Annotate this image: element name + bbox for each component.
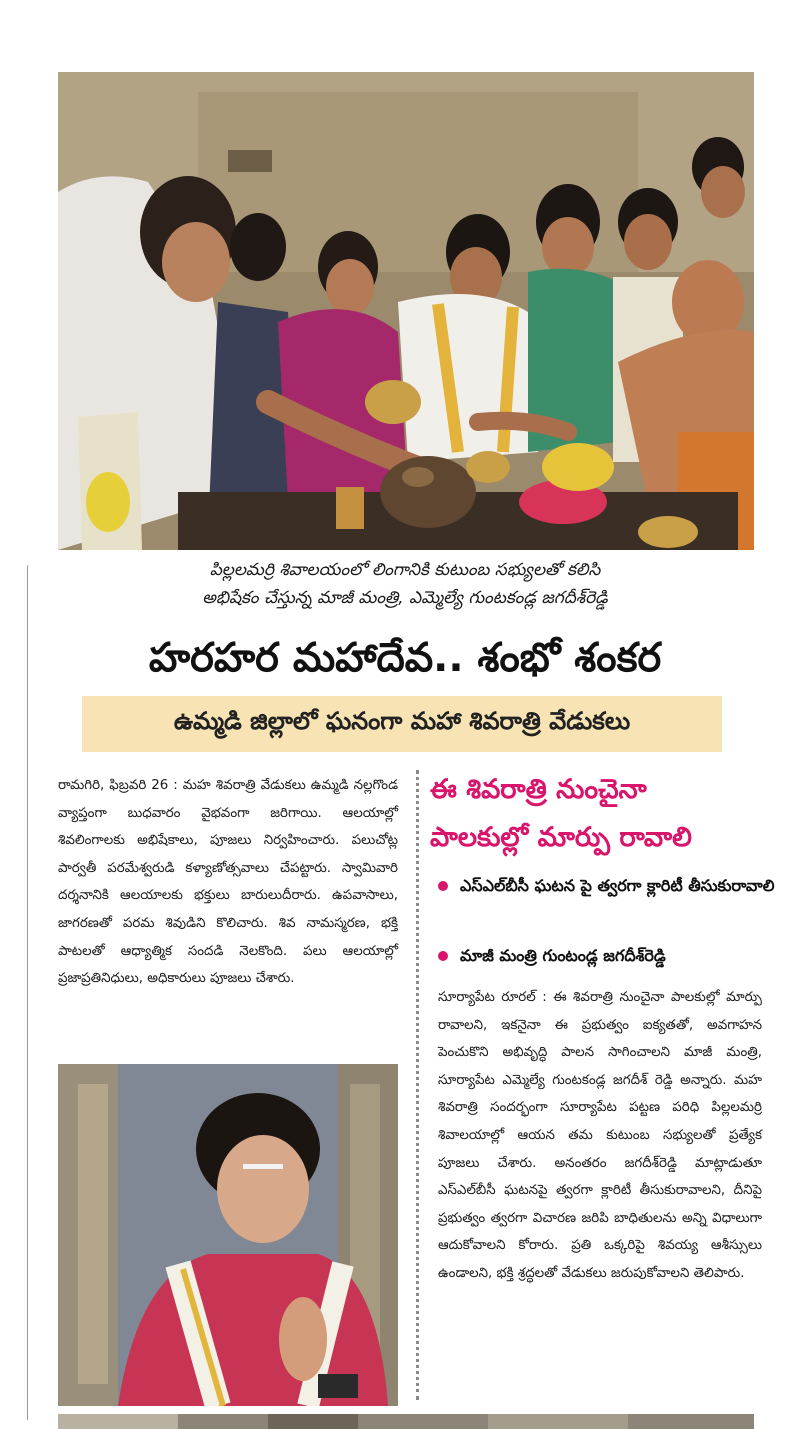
next-photo-strip-illustration <box>58 1414 754 1429</box>
bullet-dot-icon <box>438 951 448 961</box>
side-story-title-line-2: పాలకుల్లో మార్పు రావాలి <box>430 822 692 853</box>
side-story-title <box>430 766 770 862</box>
praying-devotee-photo-illustration <box>58 1064 398 1406</box>
subheadline <box>82 696 722 752</box>
headline: హరహర మహాదేవ.. శంభో శంకర <box>148 635 662 681</box>
side-story-bullet-1 <box>438 872 780 900</box>
abhishekam-photo-illustration <box>58 72 754 550</box>
side-story-bullet-1-text: ఎస్‌ఎల్‌బీసీ ఘటన పై త్వరగా క్లారిటీ తీసుకురావాలి <box>460 876 775 895</box>
bullet-dot-icon <box>438 881 448 891</box>
subheadline-text: ఉమ్మడి జిల్లాలో ఘనంగా మహా శివరాత్రి వేడుకలు <box>173 707 631 735</box>
side-story-bullet-2-text: మాజీ మంత్రి గుంటండ్ల జగదీశ్‌రెడ్డి <box>460 946 666 965</box>
photo-caption-line-2: అభిషేకం చేస్తున్న మాజీ మంత్రి, ఎమ్మెల్యే గుంటకండ్ల జగదీశ్‌రెడ్డి <box>202 588 608 608</box>
main-story-body: రామగిరి, ఫిబ్రవరి 26 : మహ శివరాత్రి వేడుకలు ఉమ్మడి నల్లగొండ వ్యాప్తంగా బుధవారం వైభవంగా జరిగాయి. ఆలయాల్లో శివలింగాలకు అభిషేకాలు, పూజలు నిర్వహించారు. పలుచోట్ల పార్వతీ పరమేశ్వరుడి కళ్యాణోత్సవాలు చేపట్టారు. స్వామివారి దర్శనానికి ఆలయాలకు భక్తులు బారులుదీరారు. ఉపవాసాలు, జాగరణతో పరమ శివుడిని కొలిచారు. శివ నామస్మరణ, భక్తి పాటలతో ఆధ్యాత్మిక సందడి నెలకొంది. పలు ఆలయాల్లో ప్రజాప్రతినిధులు, అధికారులు పూజలు చేశారు. <box>58 778 398 987</box>
photo-caption <box>90 556 720 612</box>
side-story-bullet-2 <box>438 942 780 970</box>
side-story-body: సూర్యాపేట రూరల్ : ఈ శివరాత్రి నుంచైనా పాలకుల్లో మార్పు రావాలని, ఇకనైనా ఈ ప్రభుత్వం ఐక్యతతో, అవగాహన పెంచుకొని అభివృద్ధి పాలన సాగించాలని మాజీ మంత్రి, సూర్యాపేట ఎమ్మెల్యే గుంటకండ్ల జగదీశ్ రెడ్డి అన్నారు. మహ శివరాత్రి సందర్భంగా సూర్యాపేట పట్టణ పరిధి పిల్లలమర్రి శివాలయాల్లో ఆయన తమ కుటుంబ సభ్యులతో ప్రత్యేక పూజలు చేశారు. అనంతరం జగదీశ్‌రెడ్డి మాట్లాడుతూ ఎస్‌ఎల్‌బీసీ ఘటనపై త్వరగా క్లారిటీ తీసుకురావాలని, దీనిపై ప్రభుత్వం త్వరగా విచారణ జరిపి బాధితులను అన్ని విధాలుగా ఆదుకోవాలని కోరారు. ప్రతి ఒక్కరిపై శివయ్య ఆశీస్సులు ఉండాలని, భక్తి శ్రద్ధలతో వేడుకలు జరుపుకోవాలని తెలిపారు. <box>438 990 762 1281</box>
side-story-title-line-1: ఈ శివరాత్రి నుంచైనా <box>430 774 647 805</box>
photo-caption-line-1: పిల్లలమర్రి శివాలయంలో లింగానికి కుటుంబ సభ్యులతో కలిసి <box>209 560 601 580</box>
inset-news-photo <box>58 1064 398 1406</box>
main-news-photo <box>58 72 754 550</box>
next-photo-strip <box>58 1414 754 1429</box>
column-divider <box>416 770 419 1400</box>
page-left-rule <box>27 565 28 1420</box>
